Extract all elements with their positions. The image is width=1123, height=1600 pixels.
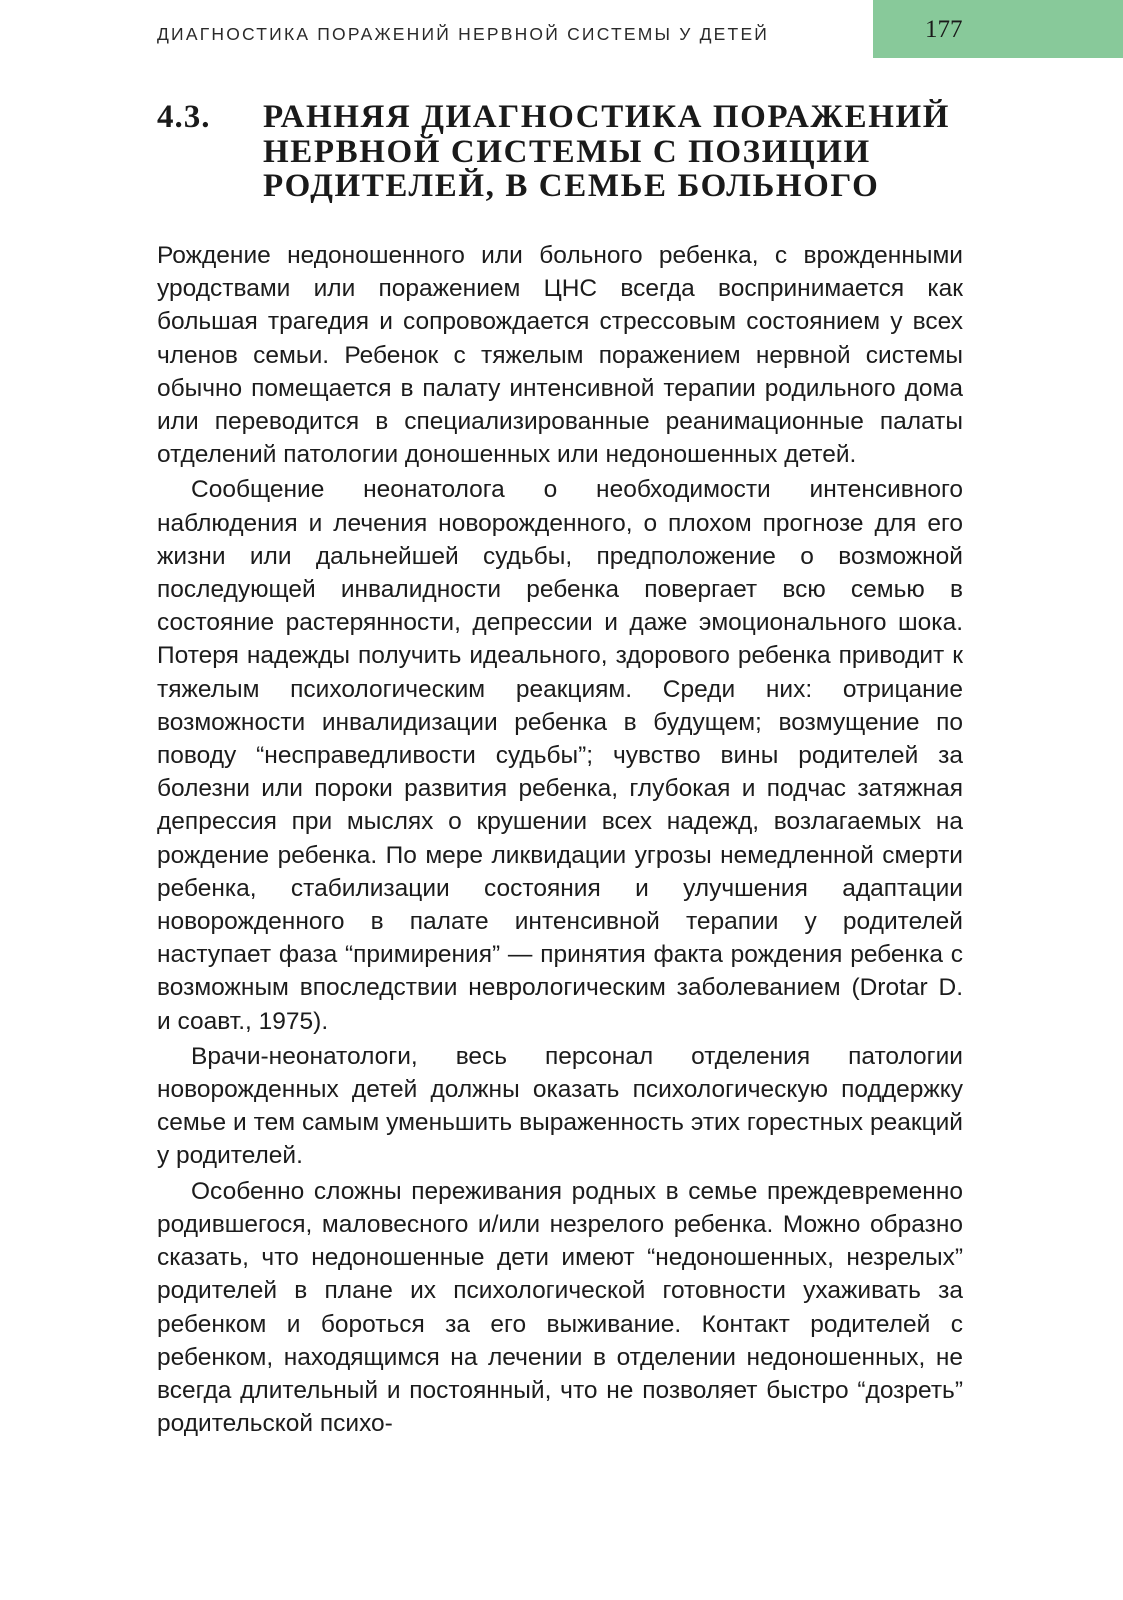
page-number-tab [873, 0, 1123, 58]
section-title: РАННЯЯ ДИАГНОСТИКА ПОРАЖЕНИЙ НЕРВНОЙ СИСТЕМЫ С ПОЗИЦИИ РОДИТЕЛЕЙ, В СЕМЬЕ БОЛЬНОГО [263, 99, 951, 204]
paragraph-4: Особенно сложны переживания родных в семье преждевременно родившегося, маловесного и/или незрелого ребенка. Можно образно сказать, что недоношенные дети имеют “недоношенных, незрелых” родителей в плане их психологической готовности ухаживать за ребенком и бороться за его выживание. Контакт родителей с ребенком, находящимся на лечении в отделении недоношенных, не всегда длительный и постоянный, что не позволяет быстро “дозреть” родительской психо- [157, 1177, 963, 1438]
running-header [0, 0, 1123, 58]
body-text [157, 239, 963, 1440]
page-number: 177 [925, 16, 963, 43]
section-number: 4.3. [157, 99, 211, 135]
paragraph-2: Сообщение неонатолога о необходимости интенсивного наблюдения и лечения новорожденного, о плохом прогнозе для его жизни или дальнейшей судьбы, предположение о возможной последующей инвалидности ребенка повергает всю семью в состояние растерянности, депрессии и даже эмоционального шока. Потеря надежды получить идеального, здорового ребенка приводит к тяжелым психологическим реакциям. Среди них: отрицание возможности инвалидизации ребенка в будущем; возмущение по поводу “несправедливости судьбы”; чувство вины родителей за болезни или пороки развития ребенка, глубокая и подчас затяжная депрессия при мыслях о крушении всех надежд, возлагаемых на рождение ребенка. По мере ликвидации угрозы немедленной смерти ребенка, стабилизации состояния и улучшения адаптации новорожденного в палате интенсивной терапии у родителей наступает фаза “примирения” — принятия факта рождения ребенка с возможным впоследствии неврологическим заболеванием (Drotar D. и соавт., 1975). [157, 476, 963, 1035]
paragraph-3: Врачи-неонатологи, весь персонал отделения патологии новорожденных детей должны оказать психологическую поддержку семье и тем самым уменьшить выраженность этих горестных реакций у родителей. [157, 1042, 963, 1170]
running-title: ДИАГНОСТИКА ПОРАЖЕНИЙ НЕРВНОЙ СИСТЕМЫ У ДЕТЕЙ [157, 24, 770, 44]
paragraph-1: Рождение недоношенного или больного ребенка, с врожденными уродствами или поражением ЦНС всегда воспринимается как большая трагедия и сопровождается стрессовым состоянием у всех членов семьи. Ребенок с тяжелым поражением нервной системы обычно помещается в палату интенсивной терапии родильного дома или переводится в специализированные реанимационные палаты отделений патологии доношенных или недоношенных детей. [157, 242, 963, 469]
